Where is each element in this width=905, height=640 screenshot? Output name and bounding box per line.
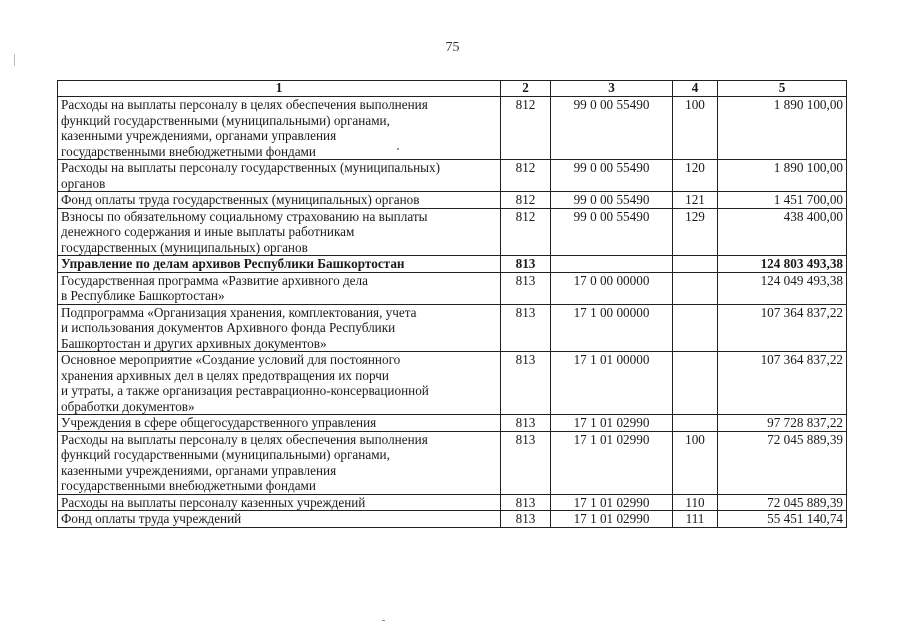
table-row [58,160,847,192]
row-type-cell: 111 [673,511,718,528]
row-type-cell: 121 [673,192,718,209]
table-row [58,511,847,528]
row-name-cell [58,415,501,432]
row-name-line: хранения архивных дел в целях предотвращения их порчи [61,367,389,383]
row-name-line: Учреждения в сфере общегосударственного управления [61,415,377,430]
header-cell-4: 4 [673,81,718,97]
table-row [58,272,847,304]
row-target-cell: 17 1 01 02990 [551,415,673,432]
row-amount-cell: 124 803 493,38 [718,256,847,273]
budget-table [57,80,847,528]
row-code-cell: 813 [501,256,551,273]
row-code-cell: 813 [501,304,551,352]
row-target-cell: 17 1 01 02990 [551,511,673,528]
row-target-cell: 99 0 00 55490 [551,160,673,192]
header-row [58,81,847,97]
row-name-line: функций государственными (муниципальными) органами, [61,112,390,128]
row-name-line: Расходы на выплаты персоналу в целях обеспечения выполнения [61,97,428,112]
row-target-cell: 17 1 01 00000 [551,352,673,415]
row-type-cell [673,352,718,415]
row-amount-cell: 72 045 889,39 [718,431,847,494]
row-amount-cell: 1 890 100,00 [718,97,847,160]
row-type-cell: 100 [673,431,718,494]
row-type-cell: 100 [673,97,718,160]
row-name-cell [58,192,501,209]
row-name-line: Башкортостан и других архивных документов» [61,335,327,351]
row-name-line: органов [61,175,106,191]
table-row [58,415,847,432]
scan-dust-mark-bottom [382,620,385,621]
row-type-cell: 120 [673,160,718,192]
table-row [58,352,847,415]
row-name-line: Управление по делам архивов Республики Башкортостан [61,256,405,271]
row-name-cell [58,160,501,192]
row-name-line: казенными учреждениями, органами управления [61,462,337,478]
row-code-cell: 813 [501,415,551,432]
row-name-line: Фонд оплаты труда учреждений [61,511,242,526]
row-target-cell [551,256,673,273]
row-name-cell [58,511,501,528]
row-name-line: в Республике Башкортостан» [61,288,225,303]
row-target-cell: 17 1 01 02990 [551,494,673,511]
row-code-cell: 813 [501,352,551,415]
table-body [58,97,847,528]
row-target-cell: 17 1 00 00000 [551,304,673,352]
row-amount-cell: 438 400,00 [718,208,847,256]
scan-edge-mark [14,54,15,66]
row-type-cell: 110 [673,494,718,511]
row-name-line: Взносы по обязательному социальному страхованию на выплаты [61,208,428,224]
row-name-line: государственными внебюджетными фондами [61,478,316,493]
row-code-cell: 813 [501,272,551,304]
row-name-line: Государственная программа «Развитие архивного дела [61,272,368,288]
row-amount-cell: 107 364 837,22 [718,304,847,352]
row-code-cell: 812 [501,160,551,192]
row-code-cell: 813 [501,431,551,494]
row-name-cell [58,97,501,160]
row-name-cell [58,304,501,352]
row-name-line: денежного содержания и иные выплаты работникам [61,224,355,239]
table-row [58,192,847,209]
table-row [58,208,847,256]
table-row [58,431,847,494]
row-name-cell [58,352,501,415]
row-code-cell: 813 [501,494,551,511]
row-amount-cell: 1 890 100,00 [718,160,847,192]
row-code-cell: 812 [501,97,551,160]
row-name-line: Расходы на выплаты персоналу казенных учреждений [61,494,366,510]
row-amount-cell: 55 451 140,74 [718,511,847,528]
row-amount-cell: 1 451 700,00 [718,192,847,209]
row-name-line: Основное мероприятие «Создание условий для постоянного [61,352,401,367]
row-code-cell: 812 [501,208,551,256]
row-code-cell: 812 [501,192,551,209]
row-name-line: обработки документов» [61,398,195,414]
row-target-cell: 99 0 00 55490 [551,192,673,209]
row-name-line: казенными учреждениями, органами управления [61,128,337,143]
row-name-line: и использования документов Архивного фонда Республики [61,320,396,335]
row-code-cell: 813 [501,511,551,528]
row-name-cell [58,272,501,304]
row-target-cell: 17 0 00 00000 [551,272,673,304]
header-cell-5: 5 [718,81,847,97]
row-target-cell: 99 0 00 55490 [551,97,673,160]
row-name-line: и утраты, а также организация реставрационно-консервационной [61,383,429,398]
row-target-cell: 17 1 01 02990 [551,431,673,494]
page-number: 75 [445,40,460,55]
row-type-cell [673,256,718,273]
row-amount-cell: 107 364 837,22 [718,352,847,415]
row-name-line: государственными внебюджетными фондами [61,143,316,159]
table-row [58,97,847,160]
header-cell-3: 3 [551,81,673,97]
row-amount-cell: 124 049 493,38 [718,272,847,304]
row-type-cell: 129 [673,208,718,256]
row-name-cell [58,256,501,273]
row-name-line: государственных (муниципальных) органов [61,239,308,255]
row-name-cell [58,494,501,511]
row-name-line: Расходы на выплаты персоналу государственных (муниципальных) [61,160,441,175]
row-type-cell [673,272,718,304]
row-name-cell [58,431,501,494]
row-type-cell [673,304,718,352]
row-name-line: функций государственными (муниципальными) органами, [61,447,390,462]
row-name-cell [58,208,501,256]
row-name-line: Подпрограмма «Организация хранения, комплектования, учета [61,304,417,320]
row-amount-cell: 72 045 889,39 [718,494,847,511]
table-row [58,304,847,352]
header-cell-1: 1 [58,81,501,97]
table-row [58,494,847,511]
row-type-cell [673,415,718,432]
table-row [58,256,847,273]
row-name-line: Расходы на выплаты персоналу в целях обеспечения выполнения [61,431,428,447]
row-name-line: Фонд оплаты труда государственных (муниципальных) органов [61,192,420,207]
row-amount-cell: 97 728 837,22 [718,415,847,432]
row-target-cell: 99 0 00 55490 [551,208,673,256]
header-cell-2: 2 [501,81,551,97]
